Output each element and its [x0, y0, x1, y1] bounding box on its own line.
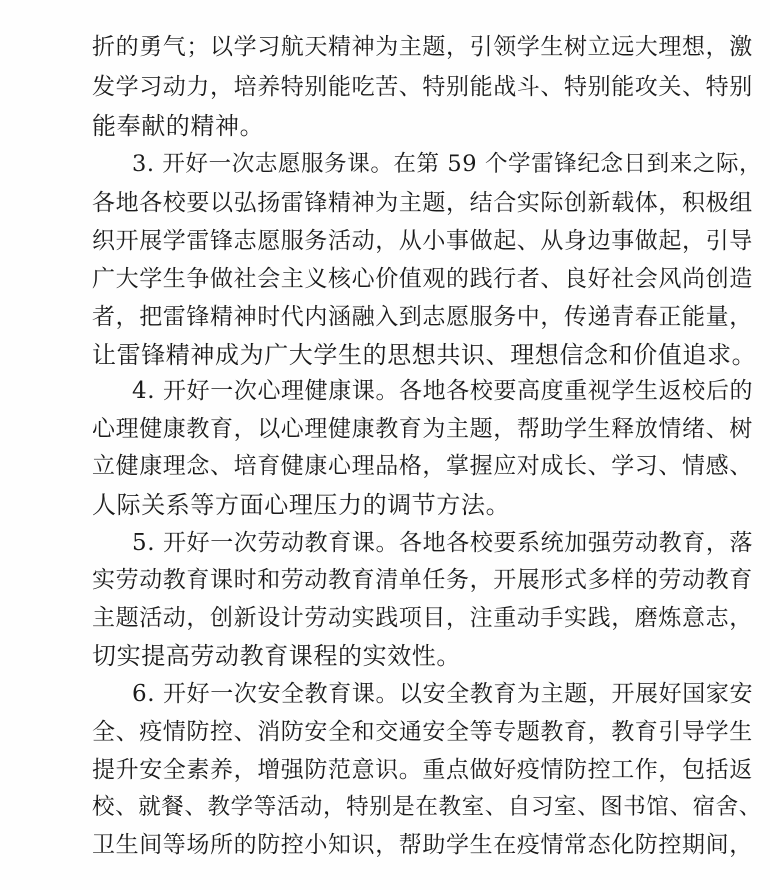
- text-line: 心理健康教育，以心理健康教育为主题，帮助学生释放情绪、树: [92, 416, 753, 442]
- paragraph-4-heading-line: 4. 开好一次心理健康课。各地各校要高度重视学生返校后的: [132, 378, 754, 404]
- text-line: 全、疫情防控、消防安全和交通安全等专题教育，教育引导学生: [92, 719, 753, 745]
- text-line: 各地各校要以弘扬雷锋精神为主题，结合实际创新载体，积极组: [92, 190, 753, 216]
- text-line: 发学习动力，培养特别能吃苦、特别能战斗、特别能攻关、特别: [92, 74, 753, 100]
- text-line: 折的勇气；以学习航天精神为主题，引领学生树立远大理想，激: [92, 34, 753, 60]
- paragraph-6-heading-line: 6. 开好一次安全教育课。以安全教育为主题，开展好国家安: [132, 681, 754, 707]
- text-line: 广大学生争做社会主义核心价值观的践行者、良好社会风尚创造: [92, 266, 753, 292]
- text-line: 让雷锋精神成为广大学生的思想共识、理想信念和价值追求。: [92, 341, 757, 369]
- text-line: 切实提高劳动教育课程的实效性。: [92, 642, 461, 670]
- text-line: 校、就餐、教学等活动，特别是在教室、自习室、图书馆、宿舍、: [92, 794, 762, 820]
- text-line: 提升安全素养，增强防范意识。重点做好疫情防控工作，包括返: [92, 757, 753, 783]
- paragraph-3-heading-line: 3. 开好一次志愿服务课。在第 59 个学雷锋纪念日到来之际，: [132, 151, 763, 177]
- text-line: 卫生间等场所的防控小知识，帮助学生在疫情常态化防控期间，: [92, 832, 753, 858]
- text-line: 主题活动，创新设计劳动实践项目，注重动手实践，磨炼意志，: [92, 605, 753, 631]
- text-line: 人际关系等方面心理压力的调节方法。: [92, 491, 511, 519]
- text-line: 能奉献的精神。: [92, 112, 265, 140]
- text-line: 实劳动教育课时和劳动教育清单任务，开展形式多样的劳动教育: [92, 567, 753, 593]
- text-line: 者，把雷锋精神时代内涵融入到志愿服务中，传递青春正能量，: [92, 304, 753, 330]
- text-line: 立健康理念、培育健康心理品格，掌握应对成长、学习、情感、: [92, 453, 753, 479]
- text-line: 织开展学雷锋志愿服务活动，从小事做起、从身边事做起，引导: [92, 228, 753, 254]
- paragraph-5-heading-line: 5. 开好一次劳动教育课。各地各校要系统加强劳动教育，落: [132, 530, 754, 556]
